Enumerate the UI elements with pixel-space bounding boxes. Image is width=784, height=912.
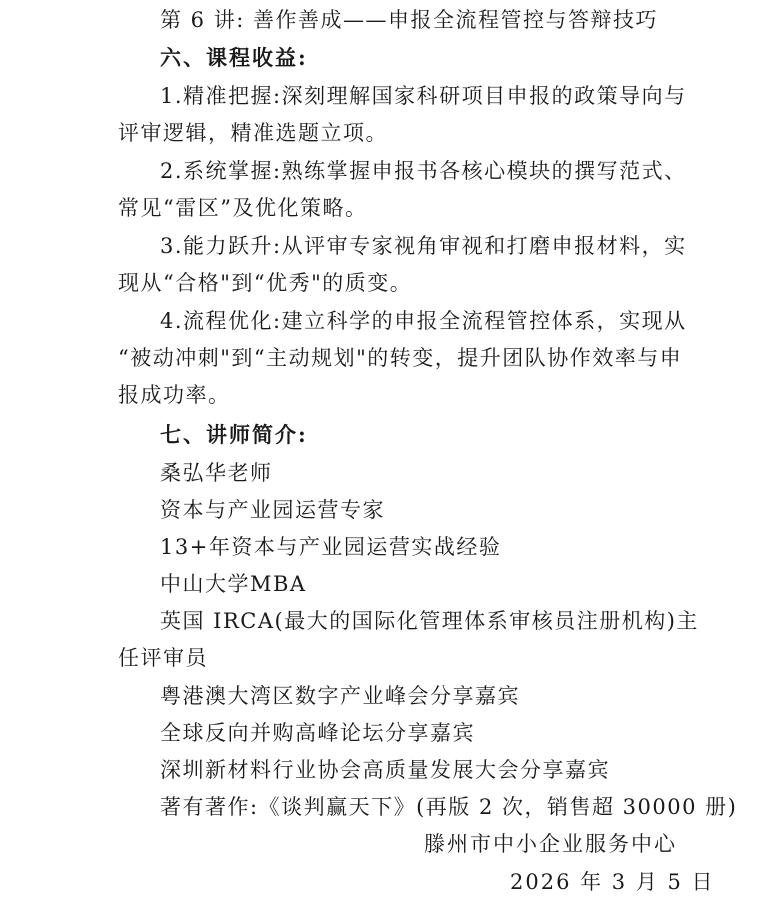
benefit-4-line-3: 报成功率。 — [118, 383, 231, 407]
instructor-title: 资本与产业园运营专家 — [160, 498, 385, 522]
section-6-heading: 六、课程收益: — [160, 45, 308, 70]
instructor-book: 著有著作:《谈判赢天下》(再版 2 次，销售超 30000 册) — [160, 795, 738, 819]
benefit-4-line-1: 4.流程优化:建立科学的申报全流程管控体系，实现从 — [160, 309, 687, 333]
signature-org: 滕州市中小企业服务中心 — [424, 832, 677, 856]
instructor-guest-1: 粤港澳大湾区数字产业峰会分享嘉宾 — [160, 684, 520, 708]
instructor-name: 桑弘华老师 — [160, 461, 273, 485]
instructor-experience: 13+年资本与产业园运营实战经验 — [160, 535, 502, 559]
lecture-6-line: 第 6 讲: 善作善成——申报全流程管控与答辩技巧 — [160, 8, 658, 32]
benefit-3-line-1: 3.能力跃升:从评审专家视角审视和打磨申报材料，实 — [160, 234, 687, 258]
benefit-1-line-1: 1.精准把握:深刻理解国家科研项目申报的政策导向与 — [160, 84, 687, 108]
instructor-irca-line-1: 英国 IRCA(最大的国际化管理体系审核员注册机构)主 — [160, 609, 699, 633]
benefit-2-line-2: 常见“雷区”及优化策略。 — [118, 196, 368, 220]
benefit-2-line-1: 2.系统掌握:熟练掌握申报书各核心模块的撰写范式、 — [160, 159, 687, 183]
instructor-education: 中山大学MBA — [160, 572, 307, 596]
section-7-heading: 七、讲师简介: — [160, 422, 308, 447]
benefit-4-line-2: “被动冲刺"到“主动规划"的转变，提升团队协作效率与申 — [118, 346, 683, 370]
benefit-1-line-2: 评审逻辑，精准选题立项。 — [118, 121, 388, 145]
benefit-3-line-2: 现从“合格"到“优秀"的质变。 — [118, 271, 413, 295]
signature-date: 2026 年 3 月 5 日 — [510, 870, 715, 894]
instructor-irca-line-2: 任评审员 — [118, 646, 208, 670]
instructor-guest-2: 全球反向并购高峰论坛分享嘉宾 — [160, 721, 475, 745]
instructor-guest-3: 深圳新材料行业协会高质量发展大会分享嘉宾 — [160, 758, 610, 782]
